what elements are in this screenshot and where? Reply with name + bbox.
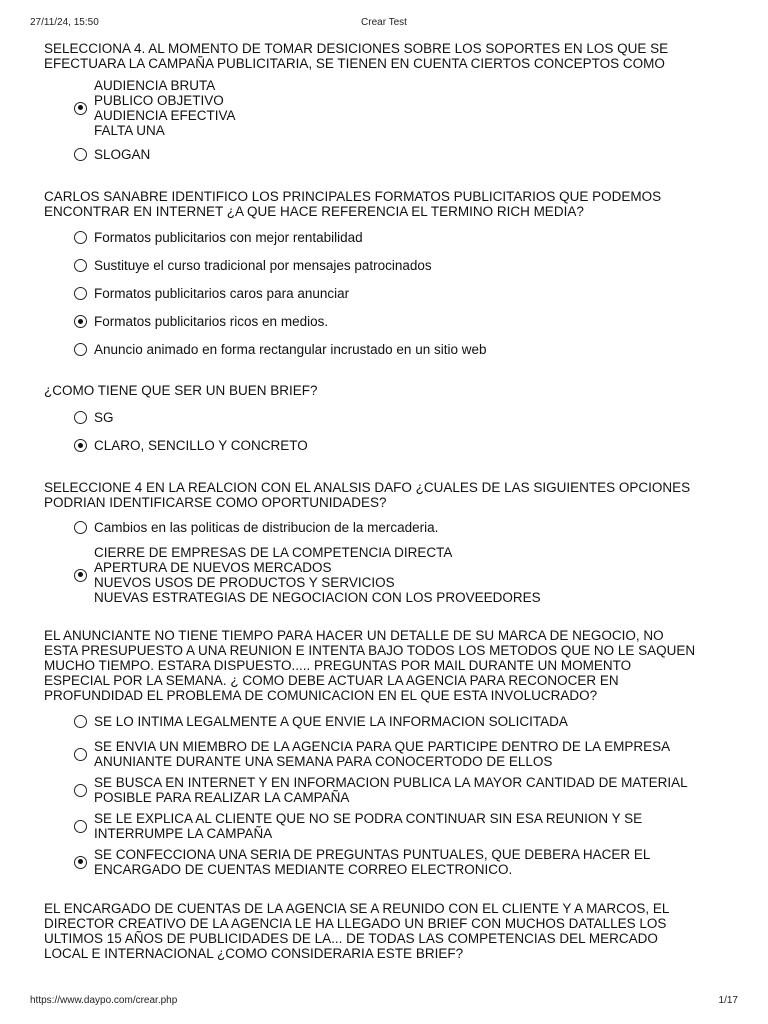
answer-label: Anuncio animado en forma rectangular incrustado en un sitio web bbox=[94, 342, 487, 357]
radio-icon[interactable] bbox=[74, 715, 87, 728]
radio-selected-icon[interactable] bbox=[74, 315, 87, 328]
answer-option[interactable] bbox=[74, 739, 724, 769]
question-text: CARLOS SANABRE IDENTIFICO LOS PRINCIPALES FORMATOS PUBLICITARIOS QUE PODEMOS ENCONTRAR EN INTERNET ¿A QUE HACE REFERENCIA EL TERMINO RICH MEDIA? bbox=[44, 189, 662, 219]
page-url: https://www.daypo.com/crear.php bbox=[30, 995, 178, 1006]
answer-option[interactable] bbox=[74, 847, 724, 877]
answer-label: SE LE EXPLICA AL CLIENTE QUE NO SE PODRA CONTINUAR SIN ESA REUNION Y SE INTERRUMPE LA CAMPAÑA bbox=[94, 811, 643, 841]
answer-option[interactable] bbox=[74, 410, 724, 425]
question-text: SELECCIONA 4. AL MOMENTO DE TOMAR DESICIONES SOBRE LOS SOPORTES EN LOS QUE SE EFECTUARA LA CAMPAÑA PUBLICITARIA, SE TIENEN EN CUENTA CIERTOS CONCEPTOS COMO bbox=[44, 41, 669, 71]
answer-option[interactable] bbox=[74, 314, 724, 329]
answer-option[interactable] bbox=[74, 342, 724, 357]
answer-option[interactable] bbox=[74, 147, 724, 162]
answer-label: CLARO, SENCILLO Y CONCRETO bbox=[94, 438, 308, 453]
radio-icon[interactable] bbox=[74, 343, 87, 356]
page-header-title: Crear Test bbox=[361, 17, 407, 28]
answer-label: Formatos publicitarios ricos en medios. bbox=[94, 314, 329, 329]
answer-label: Sustituye el curso tradicional por mensajes patrocinados bbox=[94, 258, 432, 273]
answer-label: AUDIENCIA BRUTA PUBLICO OBJETIVO AUDIENCIA EFECTIVA FALTA UNA bbox=[94, 78, 236, 138]
answer-option[interactable] bbox=[74, 520, 724, 535]
answer-label: SLOGAN bbox=[94, 147, 151, 162]
radio-icon[interactable] bbox=[74, 748, 87, 761]
answer-label: SE CONFECCIONA UNA SERIA DE PREGUNTAS PUNTUALES, QUE DEBERA HACER EL ENCARGADO DE CUENTAS MEDIANTE CORREO ELECTRONICO. bbox=[94, 847, 651, 877]
answer-option[interactable] bbox=[74, 811, 724, 841]
page-number: 1/17 bbox=[718, 995, 738, 1006]
question-text: SELECCIONE 4 EN LA REALCION CON EL ANALSIS DAFO ¿CUALES DE LAS SIGUIENTES OPCIONES PODRIAN IDENTIFICARSE COMO OPORTUNIDADES? bbox=[44, 480, 691, 510]
radio-icon[interactable] bbox=[74, 148, 87, 161]
question-text: EL ENCARGADO DE CUENTAS DE LA AGENCIA SE A REUNIDO CON EL CLIENTE Y A MARCOS, EL DIRECTOR CREATIVO DE LA AGENCIA LE HA LLEGADO UN BRIEF CON MUCHOS DATALLES LOS ULTIMOS 15 AÑOS DE PUBLICIDADES DE LA... DE TODAS LAS COMPETENCIAS DEL MERCADO LOCAL E INTERNACIONAL ¿COMO CONSIDERARIA ESTE BRIEF? bbox=[44, 901, 670, 961]
answer-label: SG bbox=[94, 410, 114, 425]
answer-label: Formatos publicitarios con mejor rentabilidad bbox=[94, 230, 363, 245]
answer-option[interactable] bbox=[74, 545, 724, 605]
answer-option[interactable] bbox=[74, 258, 724, 273]
answer-option[interactable] bbox=[74, 775, 724, 805]
answer-label: SE BUSCA EN INTERNET Y EN INFORMACION PUBLICA LA MAYOR CANTIDAD DE MATERIAL POSIBLE PARA REALIZAR LA CAMPAÑA bbox=[94, 775, 688, 805]
radio-icon[interactable] bbox=[74, 259, 87, 272]
radio-icon[interactable] bbox=[74, 411, 87, 424]
answer-label: SE LO INTIMA LEGALMENTE A QUE ENVIE LA INFORMACION SOLICITADA bbox=[94, 714, 568, 729]
radio-selected-icon[interactable] bbox=[74, 439, 87, 452]
radio-selected-icon[interactable] bbox=[74, 569, 87, 582]
radio-icon[interactable] bbox=[74, 784, 87, 797]
answer-option[interactable] bbox=[74, 230, 724, 245]
answer-option[interactable] bbox=[74, 286, 724, 301]
question-text: ¿COMO TIENE QUE SER UN BUEN BRIEF? bbox=[44, 383, 318, 398]
radio-icon[interactable] bbox=[74, 231, 87, 244]
answer-label: SE ENVIA UN MIEMBRO DE LA AGENCIA PARA QUE PARTICIPE DENTRO DE LA EMPRESA ANUNIANTE DURANTE UNA SEMANA PARA CONOCERTODO DE ELLOS bbox=[94, 739, 671, 769]
radio-icon[interactable] bbox=[74, 287, 87, 300]
radio-icon[interactable] bbox=[74, 820, 87, 833]
answer-option[interactable] bbox=[74, 714, 724, 729]
radio-selected-icon[interactable] bbox=[74, 856, 87, 869]
radio-icon[interactable] bbox=[74, 521, 87, 534]
answer-option[interactable] bbox=[74, 438, 724, 453]
print-datetime: 27/11/24, 15:50 bbox=[30, 17, 99, 28]
answer-option[interactable] bbox=[74, 78, 724, 138]
radio-selected-icon[interactable] bbox=[74, 102, 87, 115]
answer-label: Formatos publicitarios caros para anunciar bbox=[94, 286, 350, 301]
answer-label: CIERRE DE EMPRESAS DE LA COMPETENCIA DIRECTA APERTURA DE NUEVOS MERCADOS NUEVOS USOS DE PRODUCTOS Y SERVICIOS NUEVAS ESTRATEGIAS DE NEGOCIACION CON LOS PROVEEDORES bbox=[94, 545, 541, 605]
answer-label: Cambios en las politicas de distribucion de la mercaderia. bbox=[94, 520, 439, 535]
question-text: EL ANUNCIANTE NO TIENE TIEMPO PARA HACER UN DETALLE DE SU MARCA DE NEGOCIO, NO ESTA PRESUPUESTO A UNA REUNION E INTENTA BAJO TODOS LOS METODOS QUE NO LE SAQUEN MUCHO TIEMPO. ESTARA DISPUESTO..... PREGUNTAS POR MAIL DURANTE UN MOMENTO ESPECIAL POR LA SEMANA. ¿ COMO DEBE ACTUAR LA AGENCIA PARA RECONOCER EN PROFUNDIDAD EL PROBLEMA DE COMUNICACION EN EL QUE ESTA INVOLUCRADO? bbox=[44, 628, 696, 703]
